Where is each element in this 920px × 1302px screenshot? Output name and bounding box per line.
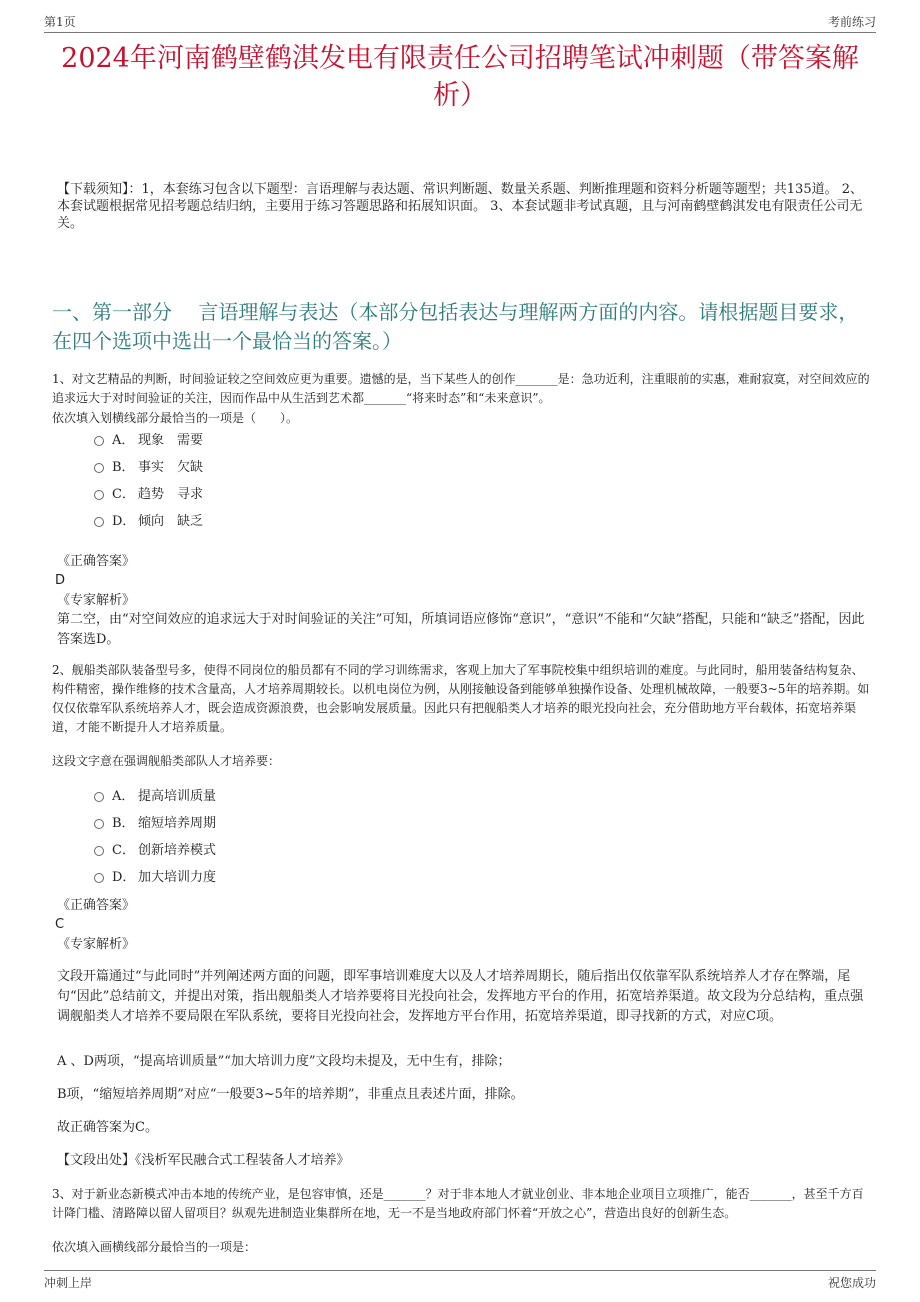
option-b[interactable]: B． 缩短培养周期	[94, 810, 216, 837]
page-number: 第1页	[44, 15, 76, 29]
answer-label: 《正确答案》	[57, 898, 136, 913]
radio-icon[interactable]	[94, 517, 104, 527]
answer-value: D	[55, 573, 66, 588]
option-b[interactable]: B． 事实 欠缺	[94, 454, 203, 481]
question-3-text: 3、对于新业态新模式冲击本地的传统产业，是包容审慎，还是_______？对于非本地人才就业创业、非本地企业项目立项推广，能否_______，甚至千方百计降门槛、清路障以留人留项目？纵观先进制造业集群所在地，无一不是当地政府部门怀着“开放之心”，营造出良好的创新生态。	[52, 1187, 864, 1220]
analysis-label: 《专家解析》	[57, 937, 136, 952]
radio-icon[interactable]	[94, 436, 104, 446]
answer-value: C	[55, 917, 65, 932]
page-header	[44, 10, 876, 33]
document-title: 2024年河南鹤壁鹤淇发电有限责任公司招聘笔试冲刺题（带答案解析）	[61, 43, 859, 111]
analysis-point-b: B项，“缩短培养周期”对应“一般要3~5年的培养期”，非重点且表述片面，排除。	[57, 1087, 524, 1102]
header-tag: 考前练习	[827, 15, 876, 29]
analysis-text: 文段开篇通过“与此同时”并列阐述两方面的问题，即军事培训难度大以及人才培养周期长，随后指出仅依靠军队系统培养人才存在弊端，尾句“因此”总结前文，并提出对策，指出舰船类人才培养要将目光投向社会，发挥地方平台的作用，拓宽培养渠道。故文段为分总结构，重点强调舰船类人才培养不要局限在军队系统，要将目光投向社会，发挥地方平台作用，拓宽培养渠道，即寻找新的方式，对应C项。	[57, 969, 864, 1024]
analysis-text: 第二空，由“对空间效应的追求远大于对时间验证的关注”可知，所填词语应修饰“意识”，“意识”不能和“欠缺”搭配，只能和“缺乏”搭配，因此答案选D。	[57, 612, 865, 647]
option-c[interactable]: C． 创新培养模式	[94, 837, 216, 864]
option-a[interactable]: A． 提高培训质量	[94, 783, 216, 810]
radio-icon[interactable]	[94, 846, 104, 856]
radio-icon[interactable]	[94, 819, 104, 829]
answer-label: 《正确答案》	[57, 554, 136, 569]
footer-left: 冲刺上岸	[44, 1276, 93, 1290]
question-1-text: 1、对文艺精品的判断，时间验证较之空间效应更为重要。遗憾的是，当下某些人的创作_______是：急功近利，注重眼前的实惠，难耐寂寞，对空间效应的追求远大于对时间验证的关注，因而作品中从生活到艺术都_______“将来时态”和“未来意识”。	[52, 372, 870, 405]
text-source: 【文段出处】《浅析军民融合式工程装备人才培养》	[57, 1153, 350, 1168]
option-c[interactable]: C． 趋势 寻求	[94, 481, 203, 508]
download-notice: 【下载须知】：1，本套练习包含以下题型：言语理解与表达题、常识判断题、数量关系题、判断推理题和资料分析题等题型；共135道。 2、本套试题根据常见招考题总结归纳，主要用于练习答题思路和拓展知识面。 3、本套试题非考试真题，且与河南鹤壁鹤淇发电有限责任公司无关。	[57, 182, 863, 231]
radio-icon[interactable]	[94, 792, 104, 802]
radio-icon[interactable]	[94, 873, 104, 883]
footer-right: 祝您成功	[827, 1276, 876, 1290]
question-2-prompt: 这段文字意在强调舰船类部队人才培养要：	[52, 754, 281, 768]
radio-icon[interactable]	[94, 463, 104, 473]
question-1-options	[94, 427, 203, 535]
radio-icon[interactable]	[94, 490, 104, 500]
section-heading: 一、第一部分 言语理解与表达（本部分包括表达与理解两方面的内容。请根据题目要求，在四个选项中选出一个最恰当的答案。）	[52, 300, 859, 353]
analysis-label: 《专家解析》	[57, 593, 136, 608]
option-d[interactable]: D． 加大培训力度	[94, 864, 216, 891]
option-a[interactable]: A． 现象 需要	[94, 427, 203, 454]
analysis-point-ad: A 、D两项，“提高培训质量”“加大培训力度”文段均未提及，无中生有，排除；	[57, 1054, 511, 1069]
question-1-prompt: 依次填入划横线部分最恰当的一项是（ ）。	[52, 411, 299, 425]
page-footer	[44, 1270, 876, 1297]
question-2-options	[94, 783, 216, 891]
question-2-text: 2、舰船类部队装备型号多，使得不同岗位的船员都有不同的学习训练需求，客观上加大了军事院校集中组织培训的难度。与此同时，船用装备结构复杂、构件精密，操作维修的技术含量高，人才培养周期较长。以机电岗位为例，从刚接触设备到能够单独操作设备、处理机械故障，一般要3~5年的培养期。如仅仅依靠军队系统培养人才，既会造成资源浪费，也会影响发展质量。因此只有把舰船类人才培养的眼光投向社会，充分借助地方平台载体，拓宽培养渠道，才能不断提升人才培养质量。	[52, 663, 870, 734]
option-d[interactable]: D． 倾向 缺乏	[94, 508, 203, 535]
question-3-prompt: 依次填入画横线部分最恰当的一项是：	[52, 1240, 257, 1254]
analysis-conclusion: 故正确答案为C。	[57, 1120, 158, 1135]
